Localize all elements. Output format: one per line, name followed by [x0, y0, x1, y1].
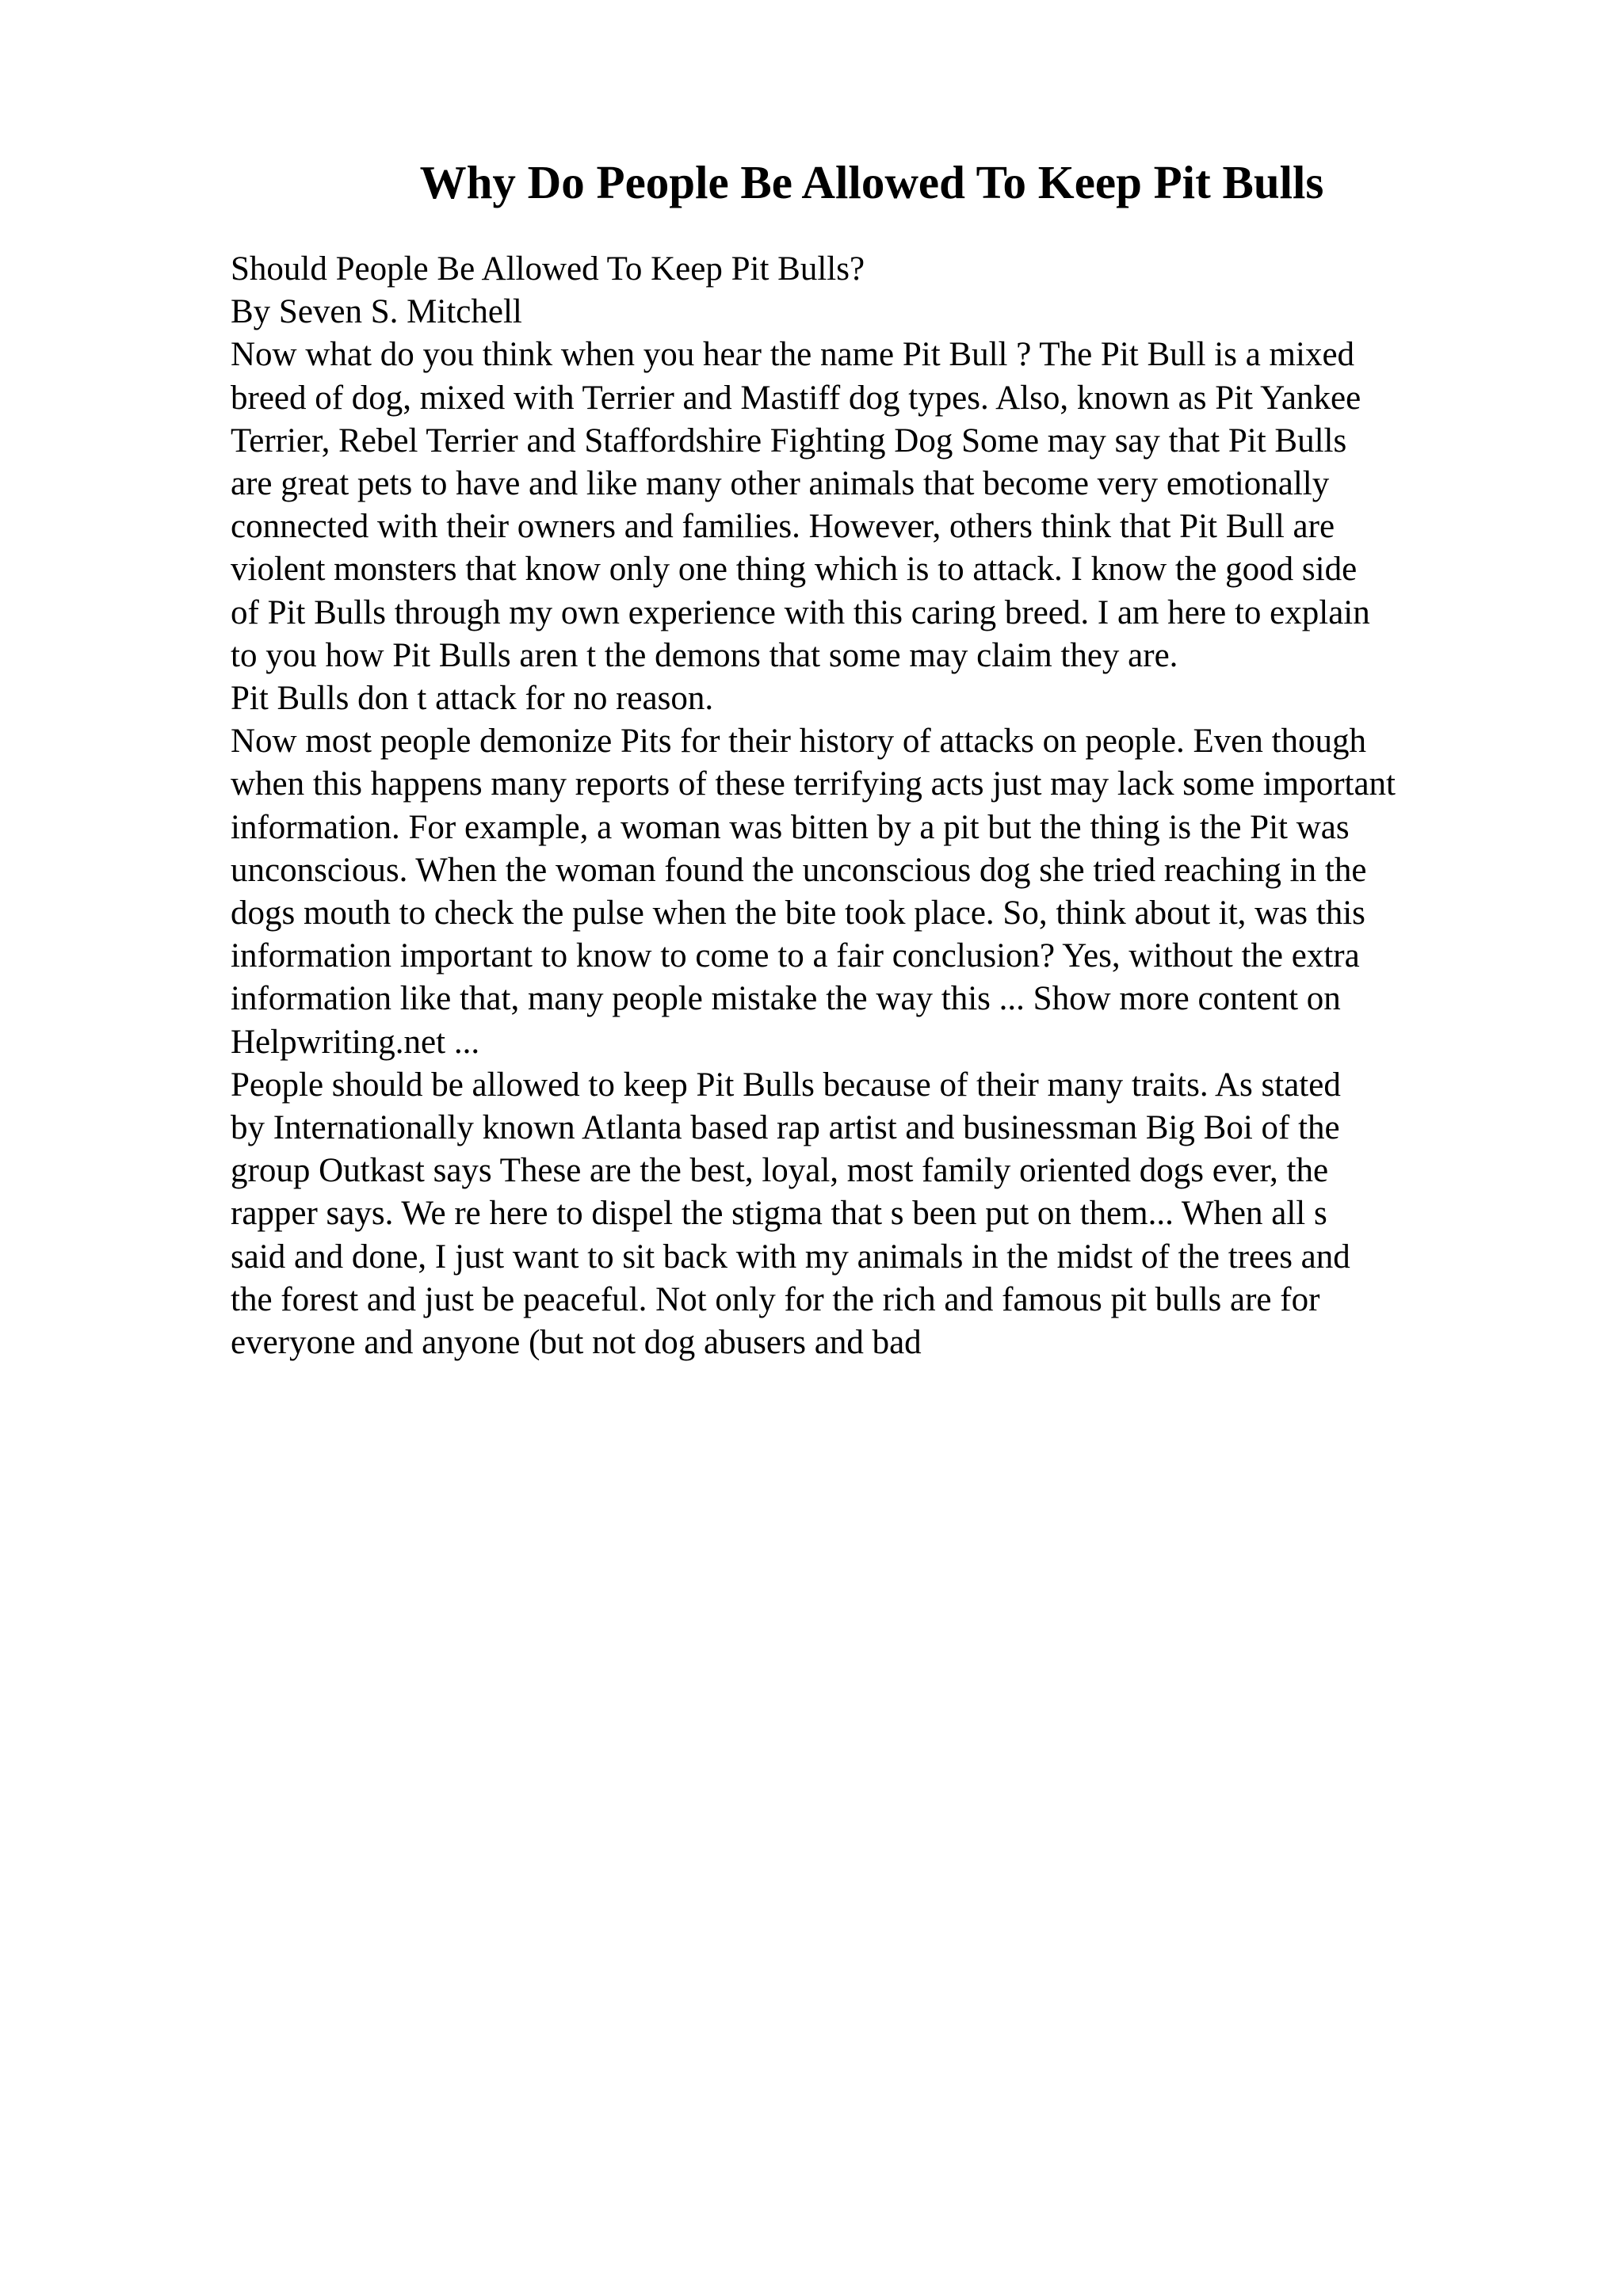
text-line: Helpwriting.net ...: [231, 1023, 480, 1061]
text-line: dogs mouth to check the pulse when the bite took place. So, think about it, was this: [231, 894, 1365, 933]
text-line: breed of dog, mixed with Terrier and Mastiff dog types. Also, known as Pit Yankee: [231, 379, 1361, 417]
text-line: when this happens many reports of these terrifying acts just may lack some important: [231, 765, 1396, 803]
text-line: by Internationally known Atlanta based rap artist and businessman Big Boi of the: [231, 1109, 1340, 1147]
text-line: By Seven S. Mitchell: [231, 293, 522, 331]
text-line: said and done, I just want to sit back with my animals in the midst of the trees and: [231, 1238, 1350, 1276]
document-title: Why Do People Be Allowed To Keep Pit Bulls: [419, 156, 1324, 208]
text-line: Now what do you think when you hear the name Pit Bull ? The Pit Bull is a mixed: [231, 336, 1355, 374]
text-line: Terrier, Rebel Terrier and Staffordshire Fighting Dog Some may say that Pit Bulls: [231, 421, 1347, 460]
text-line: violent monsters that know only one thing which is to attack. I know the good side: [231, 551, 1358, 589]
text-line: Pit Bulls don t attack for no reason.: [231, 680, 714, 718]
text-line: everyone and anyone (but not dog abusers and bad: [231, 1324, 922, 1362]
text-line: connected with their owners and families. However, others think that Pit Bull are: [231, 508, 1335, 546]
text-line: information important to know to come to a fair conclusion? Yes, without the extra: [231, 937, 1360, 975]
text-line: information like that, many people mistake the way this ... Show more content on: [231, 980, 1341, 1018]
text-line: Now most people demonize Pits for their history of attacks on people. Even though: [231, 723, 1367, 761]
text-line: rapper says. We re here to dispel the stigma that s been put on them... When all s: [231, 1195, 1327, 1233]
text-line: of Pit Bulls through my own experience with this caring breed. I am here to explain: [231, 593, 1370, 631]
text-line: unconscious. When the woman found the unconscious dog she tried reaching in the: [231, 851, 1367, 889]
text-line: are great pets to have and like many other animals that become very emotionally: [231, 465, 1330, 503]
document-body: [231, 248, 1514, 1364]
text-line: People should be allowed to keep Pit Bulls because of their many traits. As stated: [231, 1066, 1341, 1104]
text-line: to you how Pit Bulls aren t the demons that some may claim they are.: [231, 636, 1178, 674]
text-line: group Outkast says These are the best, loyal, most family oriented dogs ever, the: [231, 1152, 1329, 1190]
text-line: information. For example, a woman was bitten by a pit but the thing is the Pit was: [231, 808, 1350, 846]
text-line: Should People Be Allowed To Keep Pit Bulls?: [231, 250, 865, 288]
text-line: the forest and just be peaceful. Not only for the rich and famous pit bulls are for: [231, 1280, 1320, 1318]
